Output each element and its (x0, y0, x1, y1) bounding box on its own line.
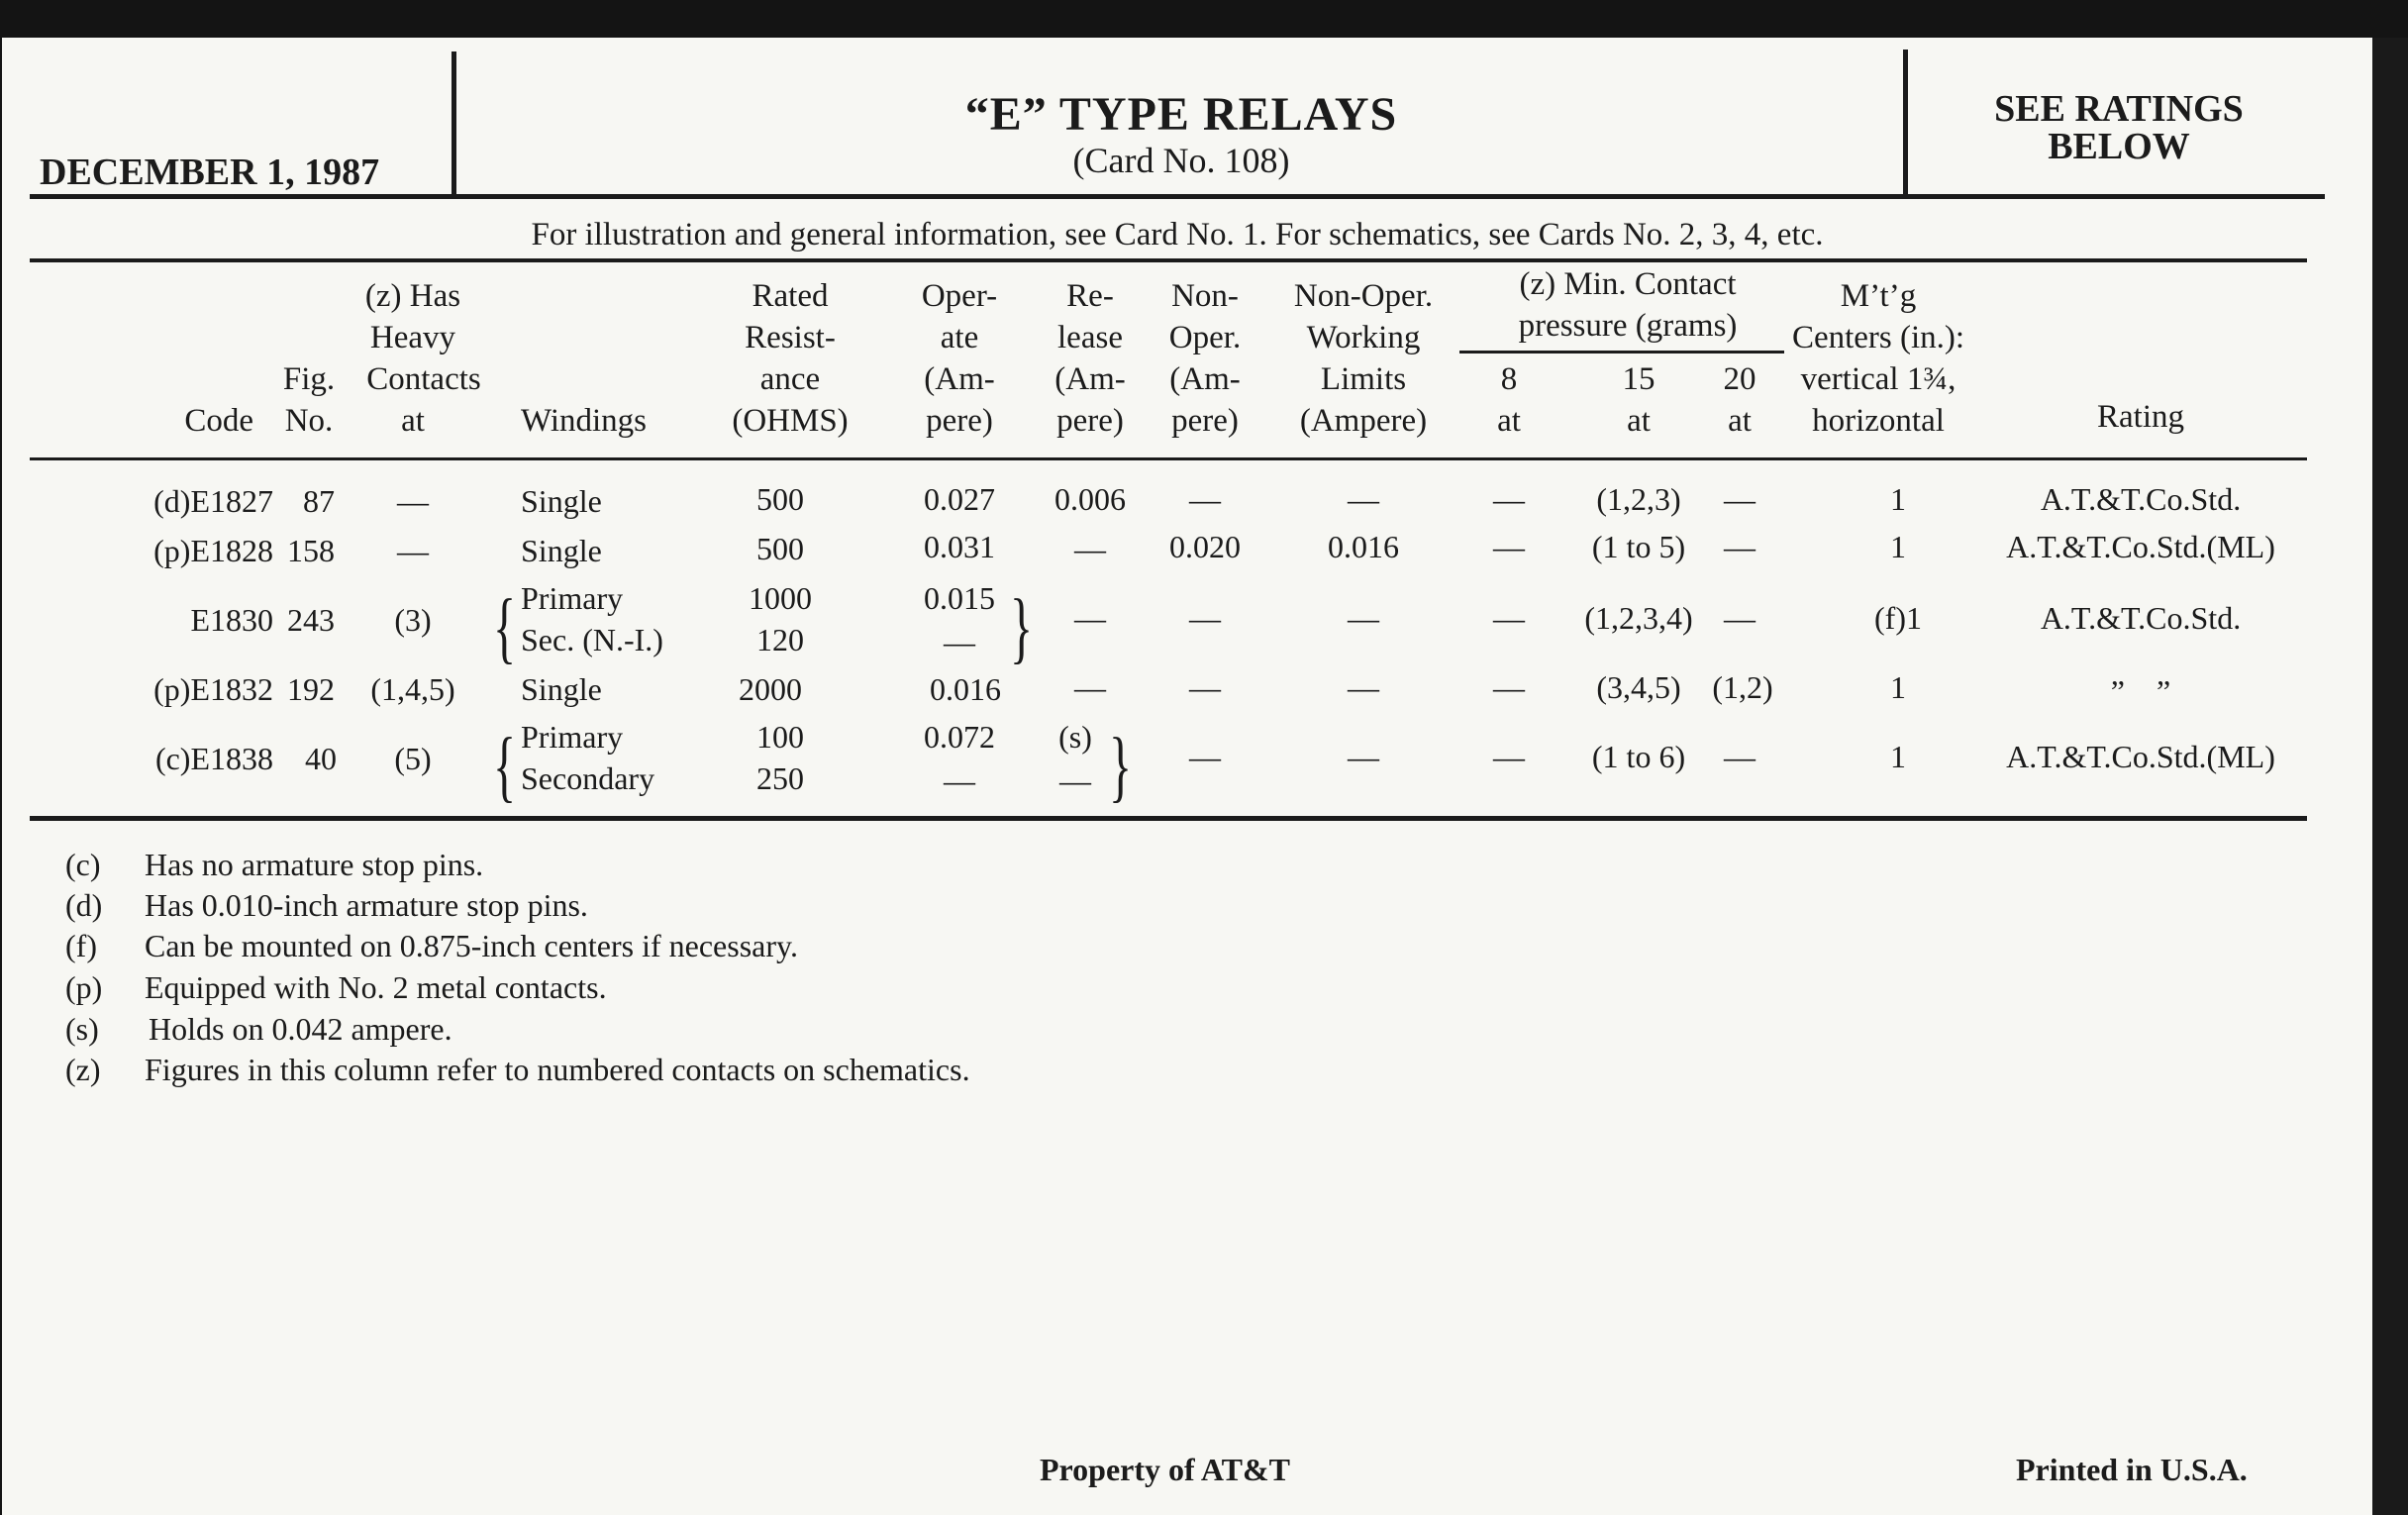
col-pressure-header-l1: (z) Min. Contact (1519, 266, 1737, 302)
cell-fig: 192 (287, 671, 335, 707)
cell-resist-primary: 100 (756, 719, 804, 755)
col-rating-header: Rating (2097, 399, 2184, 435)
cell-windings: Single (521, 671, 602, 707)
cell-release-secondary: — (1059, 762, 1091, 798)
footnote-mark: (p) (65, 969, 103, 1005)
cell-rating: A.T.&T.Co.Std. (2040, 481, 2242, 517)
ratings-note-line2: BELOW (2048, 126, 2190, 167)
cell-heavy: — (397, 533, 429, 568)
cell-windings-secondary: Sec. (N.-I.) (521, 622, 663, 657)
col-fig-header-l2: No. (284, 403, 334, 439)
cell-nonoper: 0.020 (1169, 529, 1241, 564)
cell-p15: (1 to 5) (1591, 529, 1686, 564)
footnote-mark: (s) (65, 1011, 99, 1047)
cell-heavy: — (397, 483, 429, 519)
cell-fig: 87 (303, 483, 335, 519)
intro-note: For illustration and general information, see Card No. 1. For schematics, see Cards No. 2, 3, 4, etc. (531, 217, 1824, 252)
col-mtg-header-l2: Centers (in.): (1791, 320, 1965, 355)
col-heavy-header-l3: Contacts (366, 361, 481, 397)
cell-p15: (3,4,5) (1596, 669, 1681, 705)
ratings-note-line1: SEE RATINGS (1994, 88, 2244, 130)
col-p15-header-l1: 15 (1622, 361, 1656, 397)
col-p20-header-l1: 20 (1723, 361, 1756, 397)
card-number: (Card No. 108) (1072, 141, 1290, 180)
cell-fig: 40 (305, 741, 337, 776)
col-operate-header-l1: Oper- (921, 278, 998, 314)
pressure-header-rule (1459, 351, 1784, 354)
cell-nonoper: — (1189, 481, 1221, 517)
cell-operate-primary: 0.015 (924, 580, 995, 616)
col-nonoper-header-l1: Non- (1171, 278, 1239, 314)
cell-p15: (1,2,3,4) (1584, 600, 1693, 636)
col-code-header: Code (184, 403, 253, 439)
col-limits-header-l3: Limits (1320, 361, 1407, 397)
cell-limits: — (1348, 669, 1379, 705)
cell-release: — (1074, 600, 1106, 636)
col-p15-header-l2: at (1627, 403, 1651, 439)
cell-resist: 500 (756, 531, 804, 566)
footnote-mark: (z) (65, 1052, 101, 1087)
footnote-text: Can be mounted on 0.875-inch centers if necessary. (145, 928, 798, 963)
col-limits-header-l4: (Ampere) (1299, 403, 1428, 439)
col-operate-header-l2: ate (940, 320, 979, 355)
col-mtg-header-l4: horizontal (1812, 403, 1945, 439)
header-bottom-rule (30, 194, 2325, 199)
cell-limits: — (1348, 739, 1379, 774)
operate-brace: } (1010, 584, 1034, 671)
col-release-header-l2: lease (1057, 320, 1123, 355)
cell-mtg: (f)1 (1874, 600, 1922, 636)
col-nonoper-header-l4: pere) (1171, 403, 1239, 439)
cell-heavy: (3) (394, 602, 432, 638)
card-title: “E” TYPE RELAYS (964, 88, 1398, 141)
cell-limits: — (1348, 481, 1379, 517)
cell-mtg: 1 (1890, 739, 1906, 774)
footnote-text: Has 0.010-inch armature stop pins. (145, 887, 588, 923)
cell-p8: — (1493, 669, 1525, 705)
cell-release: 0.006 (1054, 481, 1126, 517)
cell-p8: — (1493, 481, 1525, 517)
cell-p8: — (1493, 529, 1525, 564)
catalog-card (2, 38, 2372, 1515)
cell-resist-secondary: 120 (756, 622, 804, 657)
col-p20-header-l2: at (1728, 403, 1752, 439)
col-resist-header-l4: (OHMS) (732, 403, 849, 439)
footnote-text: Equipped with No. 2 metal contacts. (145, 969, 607, 1005)
cell-fig: 243 (287, 602, 335, 638)
cell-mtg: 1 (1890, 669, 1906, 705)
cell-operate: 0.031 (924, 529, 995, 564)
cell-p20: — (1724, 600, 1756, 636)
cell-release: — (1074, 531, 1106, 566)
col-operate-header-l4: pere) (926, 403, 993, 439)
col-p8-header-l1: 8 (1500, 361, 1518, 397)
col-heavy-header-l1: (z) Has (364, 278, 461, 314)
cell-operate-primary: 0.072 (924, 719, 995, 755)
header-table-rule (30, 457, 2307, 460)
cell-resist-secondary: 250 (756, 760, 804, 796)
cell-mtg: 1 (1890, 529, 1906, 564)
cell-code: E1830 (190, 602, 273, 638)
footnote-mark: (c) (65, 847, 101, 882)
cell-p15: (1,2,3) (1596, 481, 1681, 517)
col-pressure-header-l2: pressure (grams) (1518, 308, 1738, 344)
col-resist-header-l3: ance (759, 361, 821, 397)
col-mtg-header-l3: vertical 1¾, (1800, 361, 1956, 397)
cell-windings: Single (521, 533, 602, 568)
col-operate-header-l3: (Am- (924, 361, 995, 397)
cell-windings: Single (521, 483, 602, 519)
intro-bottom-rule (30, 258, 2307, 262)
cell-nonoper: — (1189, 739, 1221, 774)
cell-nonoper: — (1189, 669, 1221, 705)
footnote-text: Holds on 0.042 ampere. (149, 1011, 452, 1047)
property-notice: Property of AT&T (1040, 1452, 1290, 1487)
cell-operate: 0.027 (924, 481, 995, 517)
cell-limits: — (1348, 600, 1379, 636)
col-nonoper-header-l3: (Am- (1169, 361, 1241, 397)
col-limits-header-l2: Working (1306, 320, 1421, 355)
cell-rating: A.T.&T.Co.Std.(ML) (2006, 529, 2275, 564)
cell-p20: — (1724, 529, 1756, 564)
scan-edge (2372, 38, 2408, 1515)
col-heavy-header-l2: Heavy (369, 320, 456, 355)
cell-resist: 500 (756, 481, 804, 517)
printed-notice: Printed in U.S.A. (2016, 1452, 2248, 1487)
col-windings-header: Windings (521, 403, 648, 439)
cell-operate: 0.016 (930, 671, 1001, 707)
col-limits-header-l1: Non-Oper. (1293, 278, 1434, 314)
cell-resist-primary: 1000 (749, 580, 812, 616)
cell-p20: — (1724, 481, 1756, 517)
col-fig-header-l1: Fig. (282, 361, 336, 397)
table-bottom-rule (30, 816, 2307, 821)
cell-p20: — (1724, 739, 1756, 774)
cell-code: (c)E1838 (154, 741, 273, 776)
col-release-header-l4: pere) (1056, 403, 1124, 439)
col-heavy-header-l4: at (401, 403, 425, 439)
footnote-text: Figures in this column refer to numbered contacts on schematics. (145, 1052, 970, 1087)
cell-operate-secondary: — (944, 762, 975, 798)
cell-release: — (1074, 669, 1106, 705)
header-divider-right (1903, 50, 1908, 198)
cell-heavy: (1,4,5) (370, 671, 455, 707)
cell-mtg: 1 (1890, 481, 1906, 517)
footnote-mark: (d) (65, 887, 103, 923)
cell-operate-secondary: — (944, 624, 975, 659)
footnote-text: Has no armature stop pins. (145, 847, 484, 882)
cell-nonoper: — (1189, 600, 1221, 636)
cell-p15: (1 to 6) (1591, 739, 1686, 774)
cell-resist: 2000 (739, 671, 802, 707)
footnote-mark: (f) (65, 928, 97, 963)
cell-rating: A.T.&T.Co.Std.(ML) (2006, 739, 2275, 774)
col-p8-header-l2: at (1497, 403, 1521, 439)
cell-rating: ” ” (2110, 673, 2171, 709)
cell-fig: 158 (287, 533, 335, 568)
cell-windings-primary: Primary (521, 580, 624, 616)
cell-code: (p)E1828 (153, 533, 273, 568)
col-resist-header-l2: Resist- (745, 320, 836, 355)
col-release-header-l3: (Am- (1054, 361, 1126, 397)
cell-code: (p)E1832 (153, 671, 273, 707)
cell-heavy: (5) (394, 741, 432, 776)
cell-release-primary: (s) (1058, 719, 1092, 755)
release-brace: } (1109, 723, 1133, 810)
col-release-header-l1: Re- (1066, 278, 1114, 314)
cell-p8: — (1493, 739, 1525, 774)
windings-brace: { (493, 584, 517, 671)
card-date: DECEMBER 1, 1987 (40, 152, 380, 193)
cell-p8: — (1493, 600, 1525, 636)
cell-windings-primary: Primary (521, 719, 624, 755)
windings-brace: { (493, 723, 517, 810)
cell-p20: (1,2) (1712, 669, 1773, 705)
cell-code: (d)E1827 (153, 483, 273, 519)
cell-rating: A.T.&T.Co.Std. (2040, 600, 2242, 636)
col-nonoper-header-l2: Oper. (1168, 320, 1242, 355)
col-resist-header-l1: Rated (752, 278, 829, 314)
cell-limits: 0.016 (1328, 529, 1399, 564)
col-mtg-header-l1: M’t’g (1840, 278, 1917, 314)
cell-windings-secondary: Secondary (521, 760, 655, 796)
